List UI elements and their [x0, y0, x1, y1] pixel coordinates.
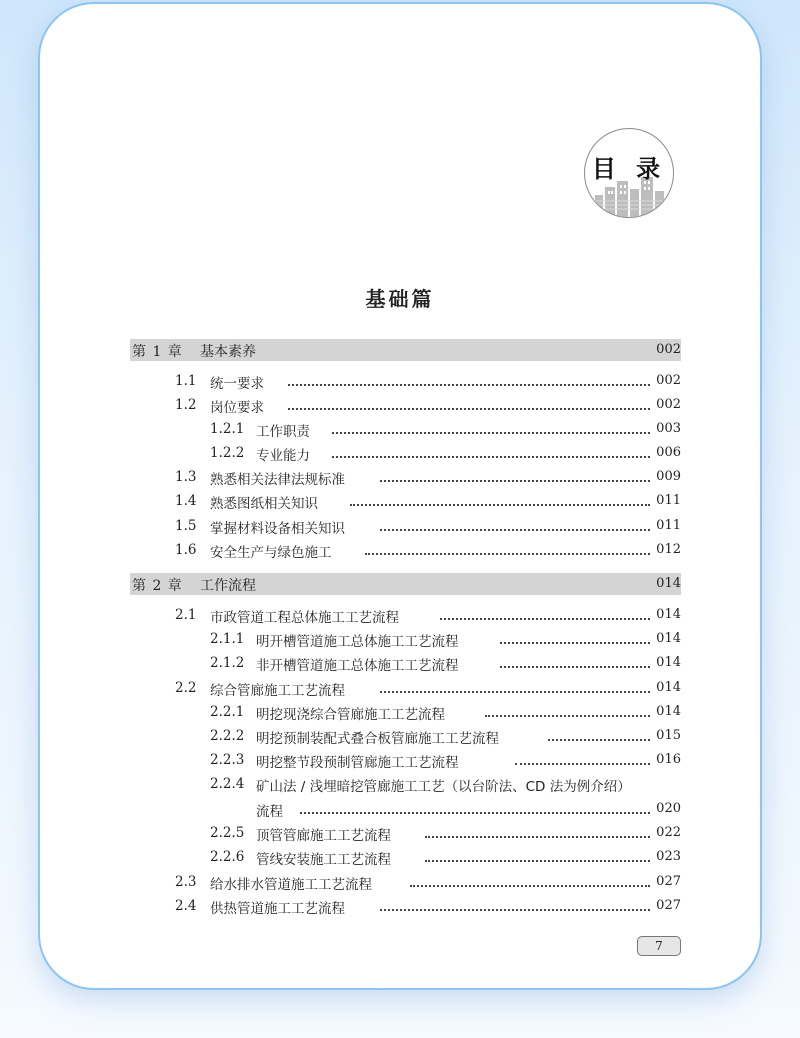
leader-dots — [410, 885, 650, 887]
toc-entry[interactable] — [0, 726, 800, 748]
entry-page: 027 — [653, 874, 681, 889]
entry-title: 综合管廊施工工艺流程 — [210, 679, 351, 699]
toc-entry[interactable] — [0, 774, 800, 796]
entry-page: 022 — [653, 825, 681, 840]
entry-title: 供热管道施工工艺流程 — [210, 897, 351, 917]
entry-number: 2.2.1 — [210, 704, 245, 720]
toc-entry[interactable] — [0, 443, 800, 465]
chapter-heading[interactable] — [130, 573, 681, 595]
leader-dots — [350, 504, 650, 506]
entry-number: 1.1 — [175, 373, 197, 389]
toc-entry[interactable] — [0, 702, 800, 724]
leader-dots — [548, 739, 650, 741]
toc-entry[interactable] — [0, 653, 800, 675]
leader-dots — [380, 529, 650, 531]
leader-dots — [425, 836, 650, 838]
leader-dots — [288, 408, 650, 410]
leader-dots — [288, 384, 650, 386]
entry-number: 2.2.6 — [210, 849, 245, 865]
toc-entry[interactable] — [0, 419, 800, 441]
chapter-heading[interactable] — [130, 339, 681, 361]
entry-number: 2.1.1 — [210, 631, 245, 647]
entry-number: 2.1.2 — [210, 655, 245, 671]
entry-number: 1.6 — [175, 542, 197, 558]
entry-title: 矿山法 / 浅埋暗挖管廊施工工艺（以台阶法、CD 法为例介绍） — [256, 775, 637, 795]
entry-page: 011 — [653, 518, 681, 533]
leader-dots — [332, 432, 650, 434]
entry-number: 2.2 — [175, 680, 197, 696]
entry-number: 2.1 — [175, 607, 197, 623]
leader-dots — [500, 666, 650, 668]
entry-number: 1.2.2 — [210, 445, 245, 461]
entry-page: 020 — [653, 801, 681, 816]
entry-title: 工作职责 — [256, 420, 316, 440]
toc-entry[interactable] — [0, 491, 800, 513]
toc-entry[interactable] — [0, 678, 800, 700]
leader-dots — [300, 812, 650, 814]
entry-number: 2.2.2 — [210, 728, 245, 744]
entry-title: 管线安装施工工艺流程 — [256, 848, 397, 868]
entry-number: 1.5 — [175, 518, 197, 534]
entry-number: 1.3 — [175, 469, 197, 485]
entry-page: 015 — [653, 728, 681, 743]
entry-title: 熟悉图纸相关知识 — [210, 492, 324, 512]
entry-title: 顶管管廊施工工艺流程 — [256, 824, 397, 844]
leader-dots — [425, 860, 650, 862]
entry-page: 014 — [653, 655, 681, 670]
toc-badge-label: 目 录 — [591, 155, 667, 183]
leader-dots — [440, 618, 650, 620]
entry-title: 掌握材料设备相关知识 — [210, 517, 351, 537]
toc-entry[interactable] — [0, 750, 800, 772]
entry-number: 2.3 — [175, 874, 197, 890]
leader-dots — [380, 909, 650, 911]
entry-number: 1.2 — [175, 397, 197, 413]
entry-title: 给水排水管道施工工艺流程 — [210, 873, 378, 893]
entry-title: 市政管道工程总体施工工艺流程 — [210, 606, 405, 626]
entry-page: 023 — [653, 849, 681, 864]
toc-entry[interactable] — [0, 605, 800, 627]
entry-number: 2.2.5 — [210, 825, 245, 841]
toc-entry[interactable] — [0, 371, 800, 393]
entry-page: 006 — [653, 445, 681, 460]
toc-entry[interactable] — [0, 847, 800, 869]
entry-title: 明挖整节段预制管廊施工工艺流程 — [256, 751, 465, 771]
entry-title: 流程 — [256, 800, 289, 820]
entry-page: 012 — [653, 542, 681, 557]
toc-entry[interactable] — [0, 799, 800, 821]
leader-dots — [515, 763, 650, 765]
entry-page: 002 — [653, 373, 681, 388]
entry-page: 016 — [653, 752, 681, 767]
entry-number: 2.4 — [175, 898, 197, 914]
entry-number: 2.2.4 — [210, 776, 245, 792]
entry-page: 002 — [653, 397, 681, 412]
toc-entry[interactable] — [0, 823, 800, 845]
entry-page: 014 — [653, 680, 681, 695]
entry-page: 011 — [653, 493, 681, 508]
entry-title: 安全生产与绿色施工 — [210, 541, 338, 561]
chapter-number: 第 1 章 — [132, 344, 183, 360]
chapter-title: 基本素养 — [200, 344, 256, 360]
leader-dots — [332, 456, 650, 458]
entry-page: 027 — [653, 898, 681, 913]
entry-number: 1.2.1 — [210, 421, 245, 437]
chapter-page: 014 — [656, 576, 681, 591]
toc-entry[interactable] — [0, 540, 800, 562]
entry-page: 014 — [653, 607, 681, 622]
leader-dots — [485, 715, 650, 717]
section-title: 基础篇 — [365, 287, 435, 311]
leader-dots — [365, 553, 650, 555]
leader-dots — [500, 642, 650, 644]
entry-number: 1.4 — [175, 493, 197, 509]
entry-page: 014 — [653, 704, 681, 719]
page-number-badge: 7 — [637, 936, 681, 956]
entry-title: 非开槽管道施工总体施工工艺流程 — [256, 654, 465, 674]
entry-title: 统一要求 — [210, 372, 270, 392]
entry-page: 014 — [653, 631, 681, 646]
toc-entry[interactable] — [0, 872, 800, 894]
entry-number: 2.2.3 — [210, 752, 245, 768]
toc-entry[interactable] — [0, 896, 800, 918]
entry-title: 熟悉相关法律法规标准 — [210, 468, 351, 488]
entry-title: 岗位要求 — [210, 396, 270, 416]
chapter-page: 002 — [656, 342, 681, 357]
chapter-title: 工作流程 — [200, 578, 256, 594]
entry-title: 明挖预制装配式叠合板管廊施工工艺流程 — [256, 727, 505, 747]
toc-badge — [584, 128, 674, 218]
entry-page: 009 — [653, 469, 681, 484]
entry-page: 003 — [653, 421, 681, 436]
leader-dots — [380, 691, 650, 693]
toc-entry[interactable] — [0, 467, 800, 489]
toc-entry[interactable] — [0, 516, 800, 538]
toc-entry[interactable] — [0, 395, 800, 417]
chapter-number: 第 2 章 — [132, 578, 183, 594]
leader-dots — [380, 480, 650, 482]
entry-title: 明挖现浇综合管廊施工工艺流程 — [256, 703, 451, 723]
entry-title: 专业能力 — [256, 444, 316, 464]
toc-entry[interactable] — [0, 629, 800, 651]
entry-title: 明开槽管道施工总体施工工艺流程 — [256, 630, 465, 650]
